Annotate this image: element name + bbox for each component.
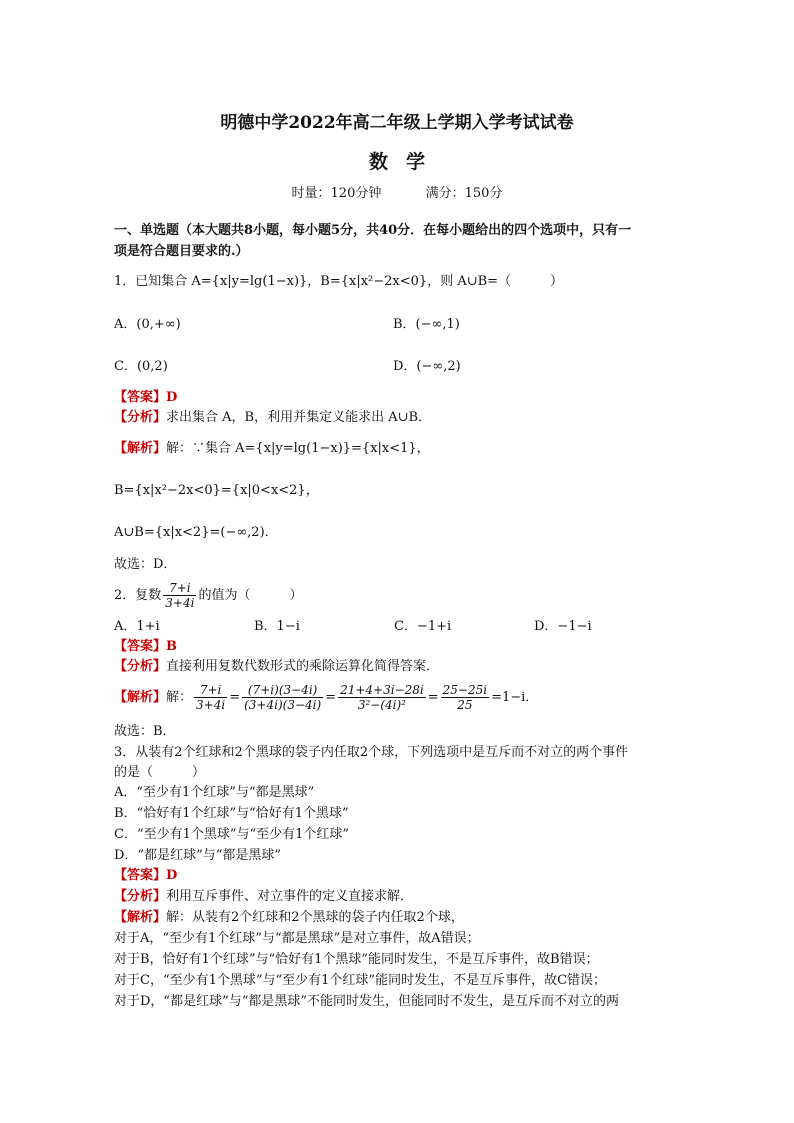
solution-fraction-2 — [242, 683, 323, 712]
q3-solution — [114, 909, 464, 927]
exam-meta — [0, 182, 794, 201]
q2-conclusion: 故选：B． — [114, 724, 176, 739]
solution-tag: 【解析】 — [114, 441, 167, 456]
solution-fraction-1 — [194, 683, 227, 712]
answer-value: D — [166, 868, 178, 883]
q1-solution — [114, 440, 430, 458]
fraction-numerator: 25−25i — [442, 683, 488, 697]
q3-stem-line1: 3．从装有2个红球和2个黑球的袋子内任取2个球，下列选项中是互斥而不对立的两个事件 — [114, 745, 629, 760]
solution-line1: 解：∵集合 A={x|y=lg(1−x)}={x|x<1}， — [166, 441, 430, 456]
fraction-denominator: 3²−(4i)² — [357, 698, 406, 712]
q2-option-c: C．−1+i — [394, 619, 452, 634]
q1-solution-line2: B={x|x²−2x<0}={x|0<x<2}， — [114, 483, 319, 498]
q2-option-a: A．1+i — [114, 619, 160, 634]
solution-line1: 解：从装有2个红球和2个黑球的袋子内任取2个球， — [166, 910, 464, 925]
q1-answer — [114, 389, 177, 407]
answer-value: D — [166, 390, 178, 405]
fraction-numerator: 7+i — [163, 581, 196, 596]
answer-tag: 【答案】 — [114, 639, 167, 654]
q3-solution-line3: 对于B，恰好有1个红球”与“恰好有1个黑球”能同时发生，不是互斥事件，故B错误； — [114, 952, 599, 967]
fraction-denominator: (3+4i)(3−4i) — [244, 698, 322, 712]
q1-option-a: A．(0,+∞) — [114, 317, 181, 332]
q2-stem-suffix: 的值为（ ） — [198, 588, 303, 603]
solution-fraction-4 — [441, 683, 489, 712]
q2-option-b: B．1−i — [254, 619, 300, 634]
fraction-denominator: 25 — [457, 698, 473, 712]
solution-tag: 【解析】 — [114, 910, 167, 925]
q3-answer — [114, 867, 177, 885]
exam-title: 明德中学2022年高二年级上学期入学考试试卷 — [220, 113, 574, 133]
score-info: 满分：150分 — [425, 186, 503, 201]
q2-stem-prefix: 2．复数 — [114, 588, 162, 603]
solution-prefix: 解： — [166, 690, 193, 705]
q1-stem: 1．已知集合 A={x|y=lg(1−x)}，B={x|x²−2x<0}，则 A∪B=（ ） — [114, 274, 564, 289]
q1-analysis — [114, 409, 431, 427]
analysis-text: 利用互斥事件、对立事件的定义直接求解． — [166, 889, 414, 904]
q3-solution-line2: 对于A，“至少有1个红球”与“都是黑球”是对立事件，故A错误； — [114, 931, 480, 946]
q3-option-b: B．“恰好有1个红球”与“恰好有1个黑球” — [114, 806, 349, 821]
answer-value: B — [166, 639, 178, 654]
analysis-tag: 【分析】 — [114, 889, 167, 904]
answer-tag: 【答案】 — [114, 390, 167, 405]
q1-conclusion: 故选：D． — [114, 557, 177, 572]
q3-analysis — [114, 888, 413, 906]
fraction-denominator: 3+4i — [196, 698, 226, 712]
analysis-tag: 【分析】 — [114, 410, 167, 425]
q1-option-d: D．(−∞,2) — [393, 359, 461, 374]
q3-stem-line2: 的是（ ） — [114, 765, 206, 780]
section-heading-line1: 一、单选题（本大题共8小题，每小题5分，共40分．在每小题给出的四个选项中，只有一 — [114, 223, 632, 238]
q1-option-b: B．(−∞,1) — [393, 317, 460, 332]
q2-answer — [114, 638, 177, 656]
q3-option-d: D．“都是红球”与“都是黑球” — [114, 848, 282, 863]
q1-solution-line3: A∪B={x|x<2}=(−∞,2)． — [114, 525, 278, 540]
solution-tag: 【解析】 — [114, 690, 167, 705]
answer-tag: 【答案】 — [114, 868, 167, 883]
solution-fraction-3 — [338, 683, 426, 712]
q3-option-c: C．“至少有1个黑球”与“至少有1个红球” — [114, 827, 350, 842]
analysis-tag: 【分析】 — [114, 659, 167, 674]
fraction-numerator: 7+i — [194, 683, 227, 698]
q2-option-d: D．−1−i — [534, 619, 592, 634]
analysis-text: 求出集合 A，B，利用并集定义能求出 A∪B． — [166, 410, 432, 425]
q3-solution-line5: 对于D，“都是红球”与“都是黑球”不能同时发生，但能同时不发生，是互斥而不对立的两 — [114, 994, 620, 1009]
analysis-text: 直接利用复数代数形式的乘除运算化简得答案． — [166, 659, 440, 674]
q1-option-c: C．(0,2) — [114, 359, 168, 374]
q2-solution: 【解析】解： $\frac{7+i}{3+4i}$ = $\frac{(7+i)(3-4i)}{(3+4i)(3-4i)}$ = $\frac{21+4+3i-28i}{\text{3²−(4i)²}}$ = $\frac{25-25i}{25}$ =1−i． — [114, 683, 539, 712]
section-heading-line2: 项是符合题目要求的.） — [114, 244, 249, 259]
q3-solution-line4: 对于C，“至少有1个黑球”与“至少有1个红球”能同时发生，不是互斥事件，故C错误； — [114, 973, 607, 988]
time-info: 时量：120分钟 — [291, 186, 382, 201]
fraction-denominator: 3+4i — [165, 596, 195, 610]
subject-title: 数学 — [368, 151, 443, 173]
fraction-numerator: 21+4+3i−28i — [340, 683, 424, 697]
q2-analysis — [114, 658, 439, 676]
q2-fraction — [163, 581, 196, 610]
solution-suffix: =1−i． — [491, 690, 539, 705]
q2-stem — [114, 579, 302, 613]
fraction-numerator: (7+i)(3−4i) — [242, 683, 323, 698]
q3-option-a: A．“至少有1个红球”与“都是黑球” — [114, 785, 315, 800]
